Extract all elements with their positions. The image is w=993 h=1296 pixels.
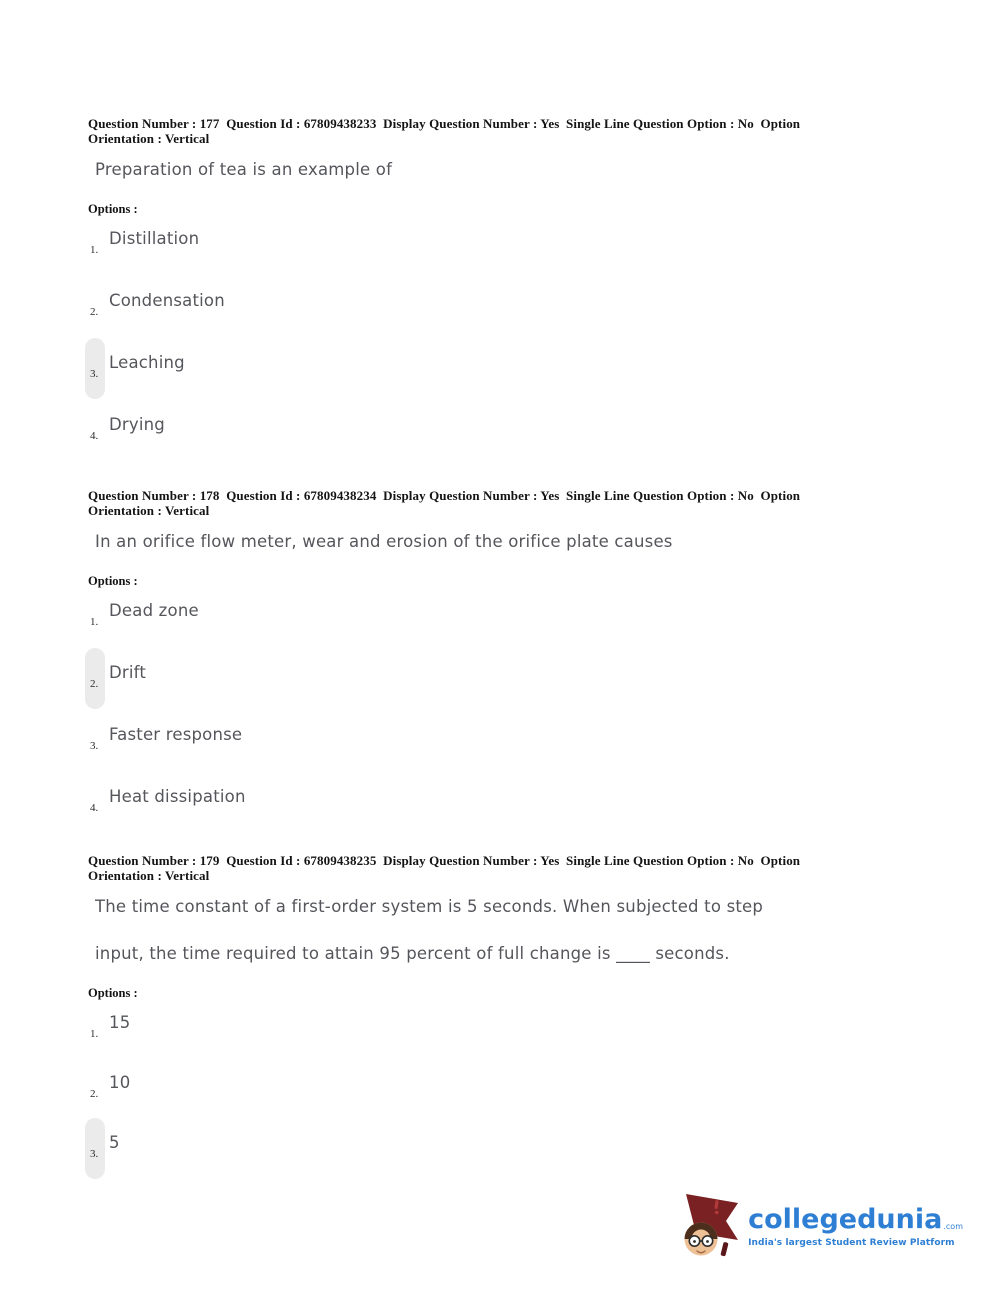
question-block-179 <box>88 853 880 1191</box>
option-row-correct <box>88 661 880 723</box>
option-number: 3. <box>90 368 99 380</box>
option-number: 3. <box>90 740 99 752</box>
option-text: Leaching <box>109 353 185 372</box>
option-number: 2. <box>90 1088 99 1100</box>
option-number: 1. <box>90 1028 99 1040</box>
options-list <box>88 227 880 475</box>
brand-block <box>748 1190 963 1248</box>
option-number: 1. <box>90 244 99 256</box>
question-text: Preparation of tea is an example of <box>95 160 393 179</box>
question-header-line2: Orientation : Vertical <box>88 131 210 146</box>
question-header <box>88 488 880 518</box>
options-list <box>88 599 880 847</box>
option-text: 15 <box>109 1013 131 1032</box>
options-label: Options : <box>88 574 138 588</box>
option-row <box>88 413 880 475</box>
option-text: Distillation <box>109 229 200 248</box>
question-header-line2: Orientation : Vertical <box>88 868 210 883</box>
question-text-line2: input, the time required to attain 95 percent of full change is ____ seconds. <box>95 944 730 963</box>
option-text: Drying <box>109 415 165 434</box>
options-label: Options : <box>88 986 138 1000</box>
option-text: Heat dissipation <box>109 787 246 806</box>
brand-text: collegedunia <box>748 1204 943 1235</box>
option-row-correct <box>88 351 880 413</box>
option-text: 10 <box>109 1073 131 1092</box>
option-row <box>88 1011 880 1071</box>
question-header-line1: Question Number : 177 Question Id : 67809438233 Display Question Number : Yes Single Line Question Option : No Option <box>88 116 801 131</box>
question-header <box>88 116 880 146</box>
option-number: 4. <box>90 430 99 442</box>
option-number: 3. <box>90 1148 99 1160</box>
option-row <box>88 723 880 785</box>
option-text: Dead zone <box>109 601 199 620</box>
brand-suffix: .com <box>943 1222 963 1231</box>
question-header-line1: Question Number : 178 Question Id : 67809438234 Display Question Number : Yes Single Line Question Option : No Option <box>88 488 801 503</box>
options-label: Options : <box>88 202 138 216</box>
option-number: 1. <box>90 616 99 628</box>
option-row <box>88 289 880 351</box>
question-header <box>88 853 880 883</box>
option-row <box>88 599 880 661</box>
option-row <box>88 227 880 289</box>
option-text: Faster response <box>109 725 243 744</box>
option-number: 2. <box>90 306 99 318</box>
option-row <box>88 1071 880 1131</box>
question-text-line1: The time constant of a first-order system is 5 seconds. When subjected to step <box>95 897 764 916</box>
question-text: In an orifice flow meter, wear and erosion of the orifice plate causes <box>95 532 673 551</box>
question-header-line2: Orientation : Vertical <box>88 503 210 518</box>
question-header-line1: Question Number : 179 Question Id : 67809438235 Display Question Number : Yes Single Line Question Option : No Option <box>88 853 801 868</box>
brand-tagline: India's largest Student Review Platform <box>748 1238 955 1248</box>
collegedunia-mascot-icon <box>680 1190 744 1262</box>
question-block-178 <box>88 488 880 847</box>
options-list <box>88 1011 880 1191</box>
option-text: 5 <box>109 1133 120 1152</box>
option-number: 2. <box>90 678 99 690</box>
option-row <box>88 785 880 847</box>
option-row-correct <box>88 1131 880 1191</box>
option-text: Drift <box>109 663 147 682</box>
option-text: Condensation <box>109 291 225 310</box>
collegedunia-logo <box>680 1190 963 1262</box>
question-block-177 <box>88 116 880 475</box>
option-number: 4. <box>90 802 99 814</box>
